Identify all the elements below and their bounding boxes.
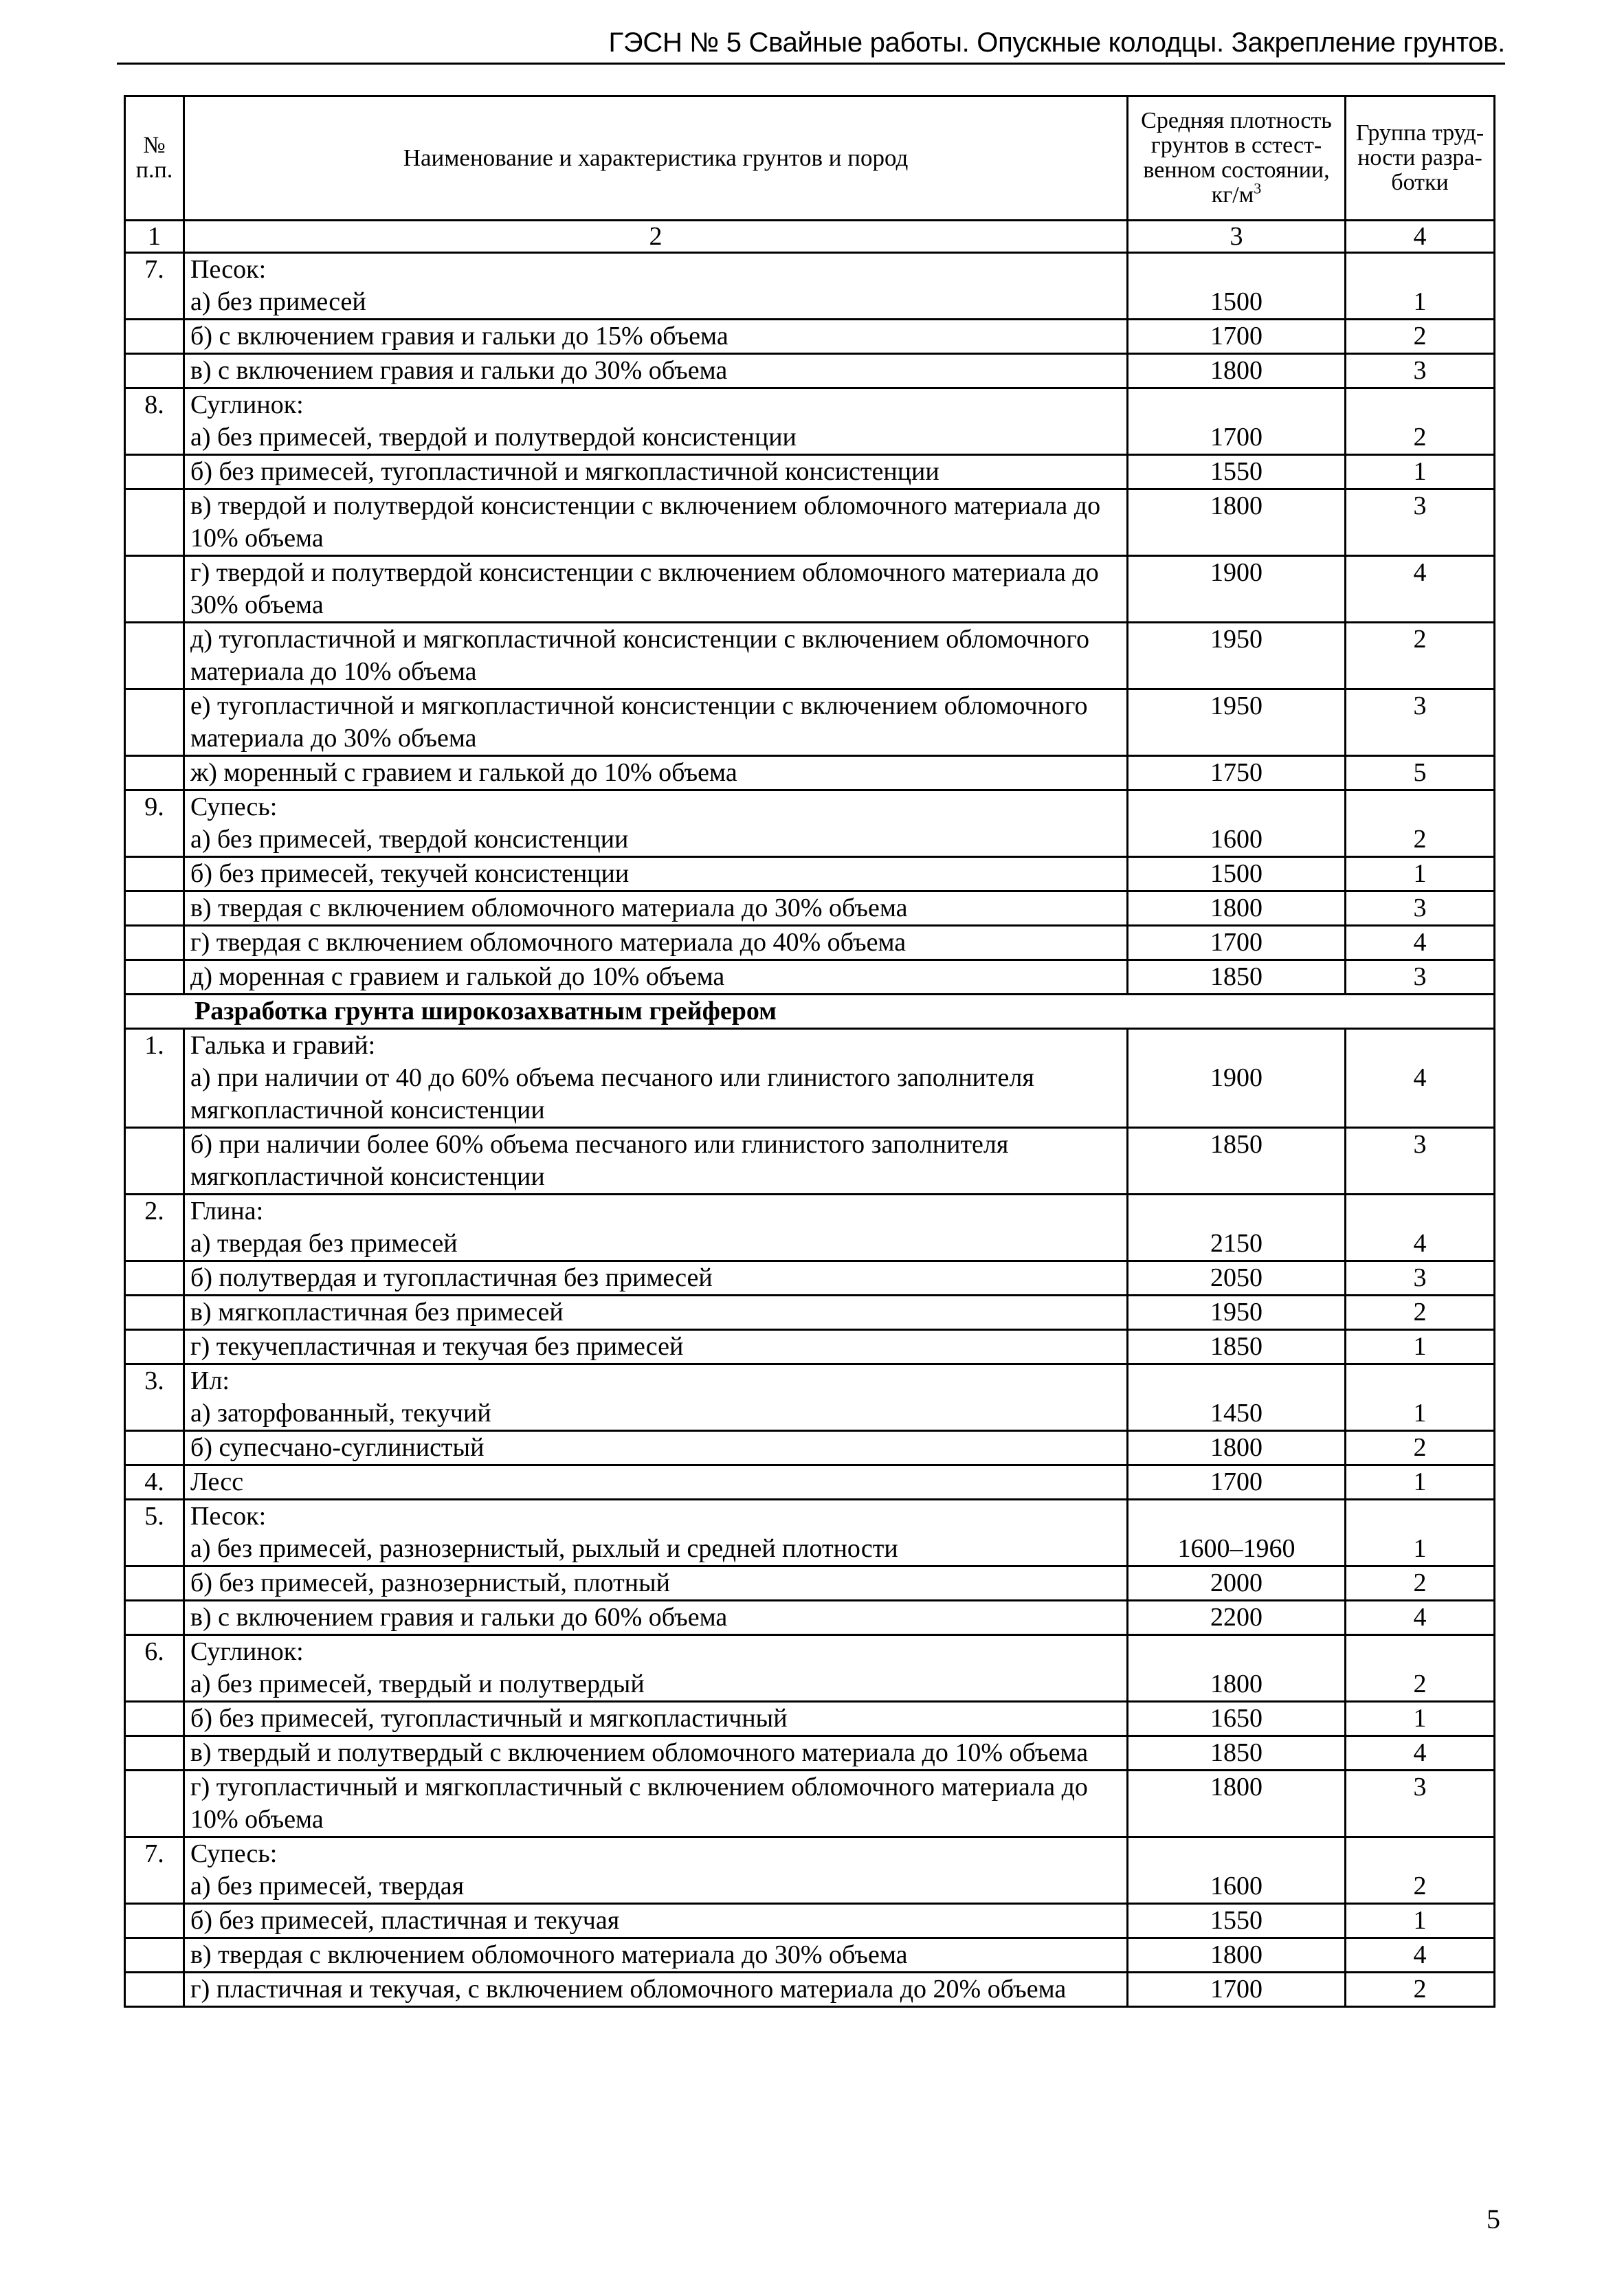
group-row [125, 1029, 1495, 1063]
density-value: 2050 [1128, 1261, 1346, 1296]
difficulty-group: 4 [1346, 556, 1495, 623]
density-value: 1800 [1128, 1668, 1346, 1702]
table-row [125, 1431, 1495, 1465]
difficulty-group: 4 [1346, 1228, 1495, 1261]
soil-description: а) без примесей, твердой консистенции [184, 823, 1128, 857]
difficulty-group: 3 [1346, 1128, 1495, 1195]
difficulty-group: 3 [1346, 489, 1495, 556]
density-value: 1700 [1128, 421, 1346, 455]
difficulty-group: 4 [1346, 1938, 1495, 1973]
difficulty-group [1346, 1837, 1495, 1871]
row-number: 7. [125, 253, 184, 287]
density-value [1128, 1195, 1346, 1228]
row-number-empty [125, 689, 184, 756]
column-number: 3 [1128, 221, 1346, 253]
row-number-empty [125, 1062, 184, 1128]
difficulty-group: 3 [1346, 1771, 1495, 1837]
difficulty-group: 3 [1346, 1261, 1495, 1296]
soil-description: б) при наличии более 60% объема песчаного или глинистого заполнителя мягкопластичной консистенции [184, 1128, 1128, 1195]
row-number-empty [125, 1736, 184, 1771]
difficulty-group: 3 [1346, 960, 1495, 995]
group-row [125, 1635, 1495, 1669]
difficulty-group: 2 [1346, 1566, 1495, 1601]
soil-description: а) твердая без примесей [184, 1228, 1128, 1261]
table-header-row [125, 96, 1495, 221]
density-value [1128, 1500, 1346, 1533]
row-number-empty [125, 1228, 184, 1261]
soil-description: г) пластичная и текучая, с включением обломочного материала до 20% объема [184, 1973, 1128, 2007]
soil-description: в) твердая с включением обломочного материала до 30% объема [184, 891, 1128, 926]
row-number-empty [125, 1870, 184, 1904]
table-row [125, 689, 1495, 756]
group-row [125, 790, 1495, 824]
soil-description: б) без примесей, текучей консистенции [184, 857, 1128, 891]
row-number-empty [125, 489, 184, 556]
column-number: 2 [184, 221, 1128, 253]
density-value: 1550 [1128, 455, 1346, 489]
col-header-density [1128, 96, 1346, 221]
col-header-number: № п.п. [125, 96, 184, 221]
row-number-empty [125, 891, 184, 926]
difficulty-group: 1 [1346, 1904, 1495, 1938]
soil-description: б) без примесей, разнозернистый, плотный [184, 1566, 1128, 1601]
density-value: 1900 [1128, 1062, 1346, 1128]
table-row [125, 823, 1495, 857]
soil-description: в) твердая с включением обломочного материала до 30% объема [184, 1938, 1128, 1973]
soil-description: в) твердый и полутвердый с включением обломочного материала до 10% объема [184, 1736, 1128, 1771]
density-value [1128, 1029, 1346, 1063]
difficulty-group: 4 [1346, 1601, 1495, 1635]
density-value: 1500 [1128, 857, 1346, 891]
difficulty-group: 2 [1346, 823, 1495, 857]
row-number-empty [125, 1938, 184, 1973]
density-value: 2150 [1128, 1228, 1346, 1261]
difficulty-group: 3 [1346, 891, 1495, 926]
soil-description: в) твердой и полутвердой консистенции с включением обломочного материала до 10% объема [184, 489, 1128, 556]
row-number-empty [125, 320, 184, 354]
soil-description: а) при наличии от 40 до 60% объема песчаного или глинистого заполнителя мягкопластичной консистенции [184, 1062, 1128, 1128]
table-row [125, 1330, 1495, 1364]
density-value: 1600 [1128, 1870, 1346, 1904]
soil-description: а) заторфованный, текучий [184, 1397, 1128, 1431]
soil-description: г) тугопластичный и мягкопластичный с включением обломочного материала до 10% объема [184, 1771, 1128, 1837]
group-title: Глина: [184, 1195, 1128, 1228]
row-number-empty [125, 1904, 184, 1938]
difficulty-group: 1 [1346, 1330, 1495, 1364]
group-title: Суглинок: [184, 1635, 1128, 1669]
row-number: 6. [125, 1635, 184, 1669]
density-value: 1900 [1128, 556, 1346, 623]
row-number-empty [125, 1296, 184, 1330]
row-number-empty [125, 421, 184, 455]
table-row [125, 1533, 1495, 1566]
difficulty-group [1346, 1029, 1495, 1063]
table-row [125, 1973, 1495, 2007]
difficulty-group [1346, 388, 1495, 422]
table-row [125, 1668, 1495, 1702]
table-row [125, 1397, 1495, 1431]
soil-description: в) мягкопластичная без примесей [184, 1296, 1128, 1330]
row-number-empty [125, 1771, 184, 1837]
table-section [125, 995, 1495, 1029]
page-header: ГЭСН № 5 Свайные работы. Опускные колодцы. Закрепление грунтов. [117, 27, 1505, 65]
difficulty-group: 1 [1346, 1397, 1495, 1431]
table-row [125, 1938, 1495, 1973]
density-value: 1850 [1128, 1128, 1346, 1195]
difficulty-group: 2 [1346, 1870, 1495, 1904]
row-number-empty [125, 926, 184, 960]
group-title: Галька и гравий: [184, 1029, 1128, 1063]
row-number-empty [125, 1668, 184, 1702]
row-number: 7. [125, 1837, 184, 1871]
soil-description: б) полутвердая и тугопластичная без примесей [184, 1261, 1128, 1296]
difficulty-group: 4 [1346, 1736, 1495, 1771]
density-value: 1500 [1128, 286, 1346, 320]
difficulty-group: 5 [1346, 756, 1495, 790]
density-value: 1700 [1128, 1973, 1346, 2007]
table-row [125, 1062, 1495, 1128]
density-value: 1950 [1128, 623, 1346, 689]
table-row [125, 891, 1495, 926]
page-number: 5 [1487, 2204, 1500, 2235]
row-number-empty [125, 823, 184, 857]
difficulty-group: 2 [1346, 1431, 1495, 1465]
row-number-empty [125, 286, 184, 320]
density-value: 1800 [1128, 354, 1346, 388]
row-number-empty [125, 857, 184, 891]
row-number: 8. [125, 388, 184, 422]
group-title: Супесь: [184, 1837, 1128, 1871]
table-body-regular [125, 253, 1495, 995]
density-value [1128, 253, 1346, 287]
row-number-empty [125, 1397, 184, 1431]
row-number-empty [125, 556, 184, 623]
row-number: 1. [125, 1029, 184, 1063]
density-value: 1800 [1128, 1771, 1346, 1837]
row-number: 4. [125, 1465, 184, 1500]
density-value: 1450 [1128, 1397, 1346, 1431]
difficulty-group: 1 [1346, 857, 1495, 891]
table-row [125, 286, 1495, 320]
col-header-name: Наименование и характеристика грунтов и пород [184, 96, 1128, 221]
difficulty-group [1346, 1364, 1495, 1398]
density-value: 1950 [1128, 1296, 1346, 1330]
density-value: 2000 [1128, 1566, 1346, 1601]
section-title: Разработка грунта широкозахватным грейфером [125, 995, 1495, 1029]
density-value: 1800 [1128, 891, 1346, 926]
table-row [125, 1296, 1495, 1330]
row-number: 2. [125, 1195, 184, 1228]
row-number-empty [125, 1261, 184, 1296]
table-row [125, 1128, 1495, 1195]
col-header-density-unit-sup: 3 [1254, 179, 1262, 197]
soil-description: а) без примесей, разнозернистый, рыхлый и средней плотности [184, 1533, 1128, 1566]
difficulty-group: 3 [1346, 689, 1495, 756]
row-number: 9. [125, 790, 184, 824]
density-value: 1700 [1128, 926, 1346, 960]
table-row [125, 1261, 1495, 1296]
difficulty-group: 2 [1346, 1668, 1495, 1702]
difficulty-group [1346, 1195, 1495, 1228]
row-number: 5. [125, 1500, 184, 1533]
density-value: 1650 [1128, 1702, 1346, 1736]
table-row [125, 1904, 1495, 1938]
density-value: 1600 [1128, 823, 1346, 857]
row-number-empty [125, 960, 184, 995]
soil-description: а) без примесей [184, 286, 1128, 320]
difficulty-group: 2 [1346, 421, 1495, 455]
density-value: 1850 [1128, 960, 1346, 995]
table-row [125, 1228, 1495, 1261]
soil-description: б) без примесей, тугопластичной и мягкопластичной консистенции [184, 455, 1128, 489]
difficulty-group [1346, 1500, 1495, 1533]
row-number: 3. [125, 1364, 184, 1398]
row-number-empty [125, 1973, 184, 2007]
group-row [125, 253, 1495, 287]
table-row [125, 623, 1495, 689]
density-value: 1700 [1128, 1465, 1346, 1500]
group-row [125, 1465, 1495, 1500]
table-row [125, 857, 1495, 891]
density-value: 1600–1960 [1128, 1533, 1346, 1566]
soil-description: б) без примесей, тугопластичный и мягкопластичный [184, 1702, 1128, 1736]
density-value [1128, 790, 1346, 824]
row-number-empty [125, 1601, 184, 1635]
difficulty-group [1346, 253, 1495, 287]
density-value: 1750 [1128, 756, 1346, 790]
soil-table [124, 95, 1495, 2008]
soil-description: б) супесчано-суглинистый [184, 1431, 1128, 1465]
table-row [125, 1702, 1495, 1736]
group-title: Лесс [184, 1465, 1128, 1500]
difficulty-group: 2 [1346, 320, 1495, 354]
difficulty-group: 1 [1346, 286, 1495, 320]
difficulty-group: 1 [1346, 1702, 1495, 1736]
group-row [125, 1500, 1495, 1533]
difficulty-group: 2 [1346, 1296, 1495, 1330]
difficulty-group [1346, 790, 1495, 824]
table-row [125, 421, 1495, 455]
col-header-group: Группа труд-ности разра-ботки [1346, 96, 1495, 221]
table-body-grab [125, 1029, 1495, 2007]
soil-description: д) моренная с гравием и галькой до 10% объема [184, 960, 1128, 995]
row-number-empty [125, 756, 184, 790]
density-value [1128, 1837, 1346, 1871]
difficulty-group: 1 [1346, 1465, 1495, 1500]
column-number: 1 [125, 221, 184, 253]
density-value [1128, 1635, 1346, 1669]
column-number: 4 [1346, 221, 1495, 253]
soil-description: в) с включением гравия и гальки до 60% объема [184, 1601, 1128, 1635]
soil-description: в) с включением гравия и гальки до 30% объема [184, 354, 1128, 388]
density-value: 1850 [1128, 1330, 1346, 1364]
table-row [125, 320, 1495, 354]
difficulty-group: 2 [1346, 1973, 1495, 2007]
group-title: Песок: [184, 253, 1128, 287]
group-title: Супесь: [184, 790, 1128, 824]
soil-description: б) с включением гравия и гальки до 15% объема [184, 320, 1128, 354]
table-row [125, 489, 1495, 556]
row-number-empty [125, 1431, 184, 1465]
difficulty-group: 2 [1346, 623, 1495, 689]
column-number-row [125, 221, 1495, 253]
density-value: 1700 [1128, 320, 1346, 354]
table-row [125, 960, 1495, 995]
density-value: 1800 [1128, 1431, 1346, 1465]
soil-description: г) твердой и полутвердой консистенции с включением обломочного материала до 30% объема [184, 556, 1128, 623]
section-row [125, 995, 1495, 1029]
row-number-empty [125, 354, 184, 388]
group-row [125, 1364, 1495, 1398]
density-value: 1850 [1128, 1736, 1346, 1771]
density-value: 1550 [1128, 1904, 1346, 1938]
difficulty-group: 1 [1346, 1533, 1495, 1566]
difficulty-group: 1 [1346, 455, 1495, 489]
table-row [125, 354, 1495, 388]
group-row [125, 1837, 1495, 1871]
soil-description: д) тугопластичной и мягкопластичной консистенции с включением обломочного материала до 10% объема [184, 623, 1128, 689]
row-number-empty [125, 623, 184, 689]
difficulty-group: 4 [1346, 1062, 1495, 1128]
table-row [125, 455, 1495, 489]
table-row [125, 1870, 1495, 1904]
density-value: 1800 [1128, 489, 1346, 556]
density-value [1128, 388, 1346, 422]
row-number-empty [125, 1128, 184, 1195]
density-value: 1800 [1128, 1938, 1346, 1973]
table-row [125, 756, 1495, 790]
difficulty-group [1346, 1635, 1495, 1669]
soil-description: б) без примесей, пластичная и текучая [184, 1904, 1128, 1938]
soil-description: а) без примесей, твердая [184, 1870, 1128, 1904]
soil-description: а) без примесей, твердый и полутвердый [184, 1668, 1128, 1702]
group-title: Песок: [184, 1500, 1128, 1533]
col-header-density-text: Средняя плотность грунтов в сcтест-венном состоянии, кг/м [1141, 108, 1332, 208]
difficulty-group: 3 [1346, 354, 1495, 388]
soil-description: г) текучепластичная и текучая без примесей [184, 1330, 1128, 1364]
group-title: Суглинок: [184, 388, 1128, 422]
row-number-empty [125, 1533, 184, 1566]
table-row [125, 1771, 1495, 1837]
table-row [125, 926, 1495, 960]
density-value [1128, 1364, 1346, 1398]
density-value: 2200 [1128, 1601, 1346, 1635]
table-row [125, 1566, 1495, 1601]
row-number-empty [125, 1702, 184, 1736]
group-row [125, 388, 1495, 422]
row-number-empty [125, 1330, 184, 1364]
group-title: Ил: [184, 1364, 1128, 1398]
table-row [125, 1601, 1495, 1635]
density-value: 1950 [1128, 689, 1346, 756]
soil-description: е) тугопластичной и мягкопластичной консистенции с включением обломочного материала до 30% объема [184, 689, 1128, 756]
group-row [125, 1195, 1495, 1228]
difficulty-group: 4 [1346, 926, 1495, 960]
soil-description: ж) моренный с гравием и галькой до 10% объема [184, 756, 1128, 790]
soil-description: г) твердая с включением обломочного материала до 40% объема [184, 926, 1128, 960]
table-row [125, 556, 1495, 623]
soil-description: а) без примесей, твердой и полутвердой консистенции [184, 421, 1128, 455]
row-number-empty [125, 1566, 184, 1601]
table-row [125, 1736, 1495, 1771]
row-number-empty [125, 455, 184, 489]
